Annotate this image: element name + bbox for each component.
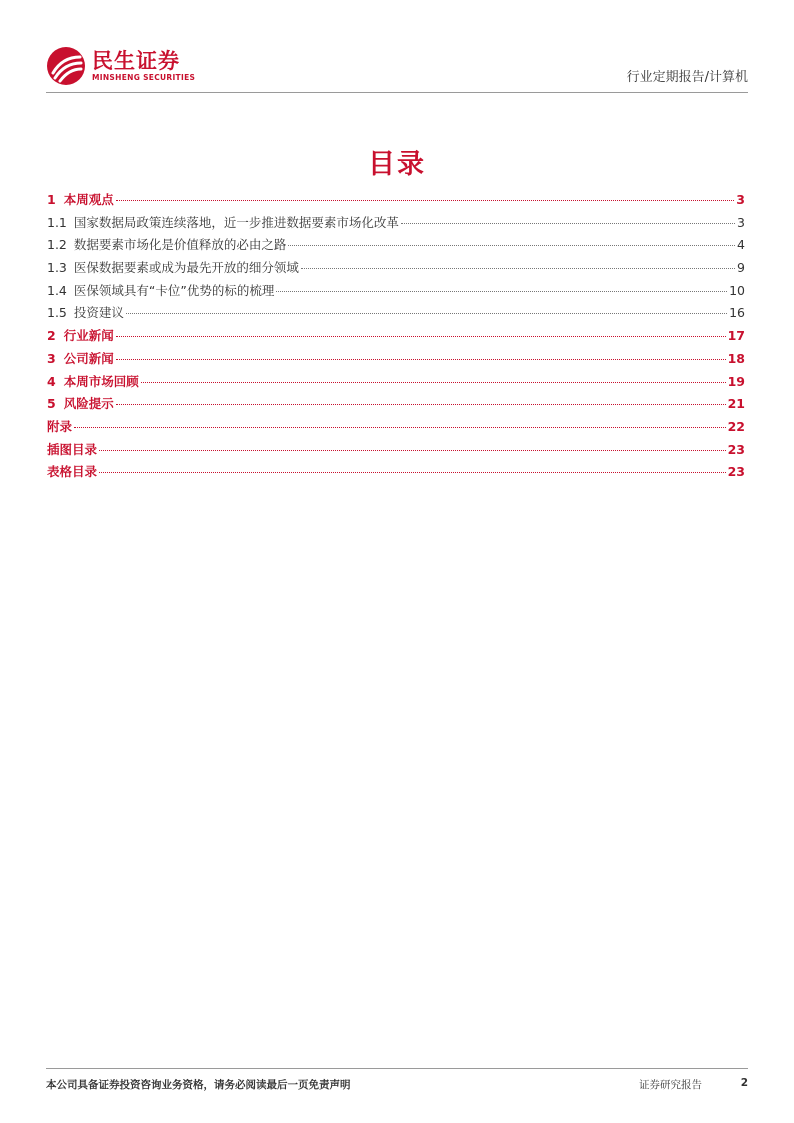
toc-entry-number: 4 [47,373,56,389]
toc-entry-page: 16 [729,305,745,321]
toc-entry[interactable] [47,440,745,463]
toc-entry-title [47,349,114,367]
page-footer [46,1068,748,1099]
toc-entry-number: 1 [47,192,56,207]
toc-leader-dots [74,427,726,428]
toc-entry-text: 医保数据要素或成为最先开放的细分领域 [73,260,299,276]
logo-chinese-name: 民生证券 [92,49,180,73]
toc-entry-text: 行业新闻 [63,328,114,344]
toc-entry-page: 23 [727,464,745,480]
toc-entry-text: 医保领域具有“卡位”优势的标的梳理 [73,282,275,298]
company-logo [46,46,195,86]
toc-entry-title [47,213,399,231]
toc-entry-text: 数据要素市场化是价值释放的必由之路 [73,237,287,253]
toc-entry-number: 1.5 [47,305,67,321]
toc-entry-page: 22 [727,418,745,434]
toc-entry[interactable] [47,394,745,417]
toc-entry-title [47,326,114,344]
toc-entry[interactable] [47,349,745,372]
toc-entry-title [47,462,97,480]
toc-entry[interactable] [47,213,745,236]
toc-entry-page: 21 [727,396,745,412]
toc-entry[interactable] [47,303,745,326]
toc-entry-number: 1.2 [47,237,67,253]
toc-leader-dots [301,268,735,269]
toc-entry-number: 2 [47,328,56,344]
toc-leader-dots [126,313,727,314]
toc-entry-text: 风险提示 [63,396,114,412]
toc-leader-dots [401,223,735,224]
toc-entry-number: 5 [47,396,56,412]
toc-entry-number: 1.1 [47,214,67,230]
toc-leader-dots [99,450,726,451]
toc-entry-page: 17 [727,328,745,344]
toc-entry-text: 附录 [47,418,73,434]
toc-leader-dots [276,291,727,292]
footer-disclaimer: 本公司具备证券投资咨询业务资格，请务必阅读最后一页免责声明 [46,1079,351,1091]
toc-leader-dots [116,404,726,405]
toc-leader-dots [141,382,726,383]
toc-title: 目录 [368,149,426,180]
toc-entry-page: 3 [736,192,745,207]
toc-entry-text: 投资建议 [73,305,124,321]
toc-entry-title [47,417,72,435]
toc-entry-text: 本周观点 [63,192,114,207]
toc-entry-title [47,281,274,299]
toc-entry[interactable] [47,281,745,304]
toc-entry-title [47,372,139,390]
toc-entry-text: 本周市场回顾 [63,373,139,389]
report-category: 行业定期报告/计算机 [626,70,748,85]
toc-entry[interactable] [47,462,745,485]
toc-entry-text: 公司新闻 [63,350,114,366]
toc-entry-page: 19 [727,373,745,389]
toc-leader-dots [99,472,726,473]
toc-entry-title [47,394,114,412]
toc-entry-page: 3 [737,214,745,230]
toc-entry-title [47,303,124,321]
toc-entry[interactable] [47,190,745,213]
toc-entry-title [47,190,114,208]
toc-entry-page: 4 [737,237,745,253]
toc-entry-page: 23 [727,441,745,457]
footer-doc-type: 证券研究报告 [639,1079,702,1091]
page-header [46,40,748,93]
toc-entry[interactable] [47,258,745,281]
toc-entry-number: 1.4 [47,282,67,298]
logo-text [92,49,195,83]
toc-entry-title [47,258,299,276]
toc-entry-number: 1.3 [47,260,67,276]
toc-entry-text: 表格目录 [47,464,98,480]
toc-entry-number: 3 [47,350,56,366]
table-of-contents [47,190,745,485]
toc-entry[interactable] [47,235,745,258]
page-number: 2 [740,1077,748,1089]
logo-english-name: MINSHENG SECURITIES [92,73,196,82]
toc-leader-dots [116,200,735,201]
toc-entry[interactable] [47,372,745,395]
toc-leader-dots [116,359,726,360]
toc-entry[interactable] [47,417,745,440]
toc-entry-title [47,235,286,253]
toc-entry-page: 9 [737,260,745,276]
toc-entry-text: 插图目录 [47,441,98,457]
toc-entry-page: 18 [727,350,745,366]
toc-leader-dots [116,336,726,337]
toc-entry[interactable] [47,326,745,349]
toc-entry-text: 国家数据局政策连续落地，近一步推进数据要素市场化改革 [73,214,399,230]
toc-entry-page: 10 [729,282,745,298]
toc-entry-title [47,440,97,458]
toc-leader-dots [288,245,735,246]
minsheng-logo-icon [46,46,86,86]
